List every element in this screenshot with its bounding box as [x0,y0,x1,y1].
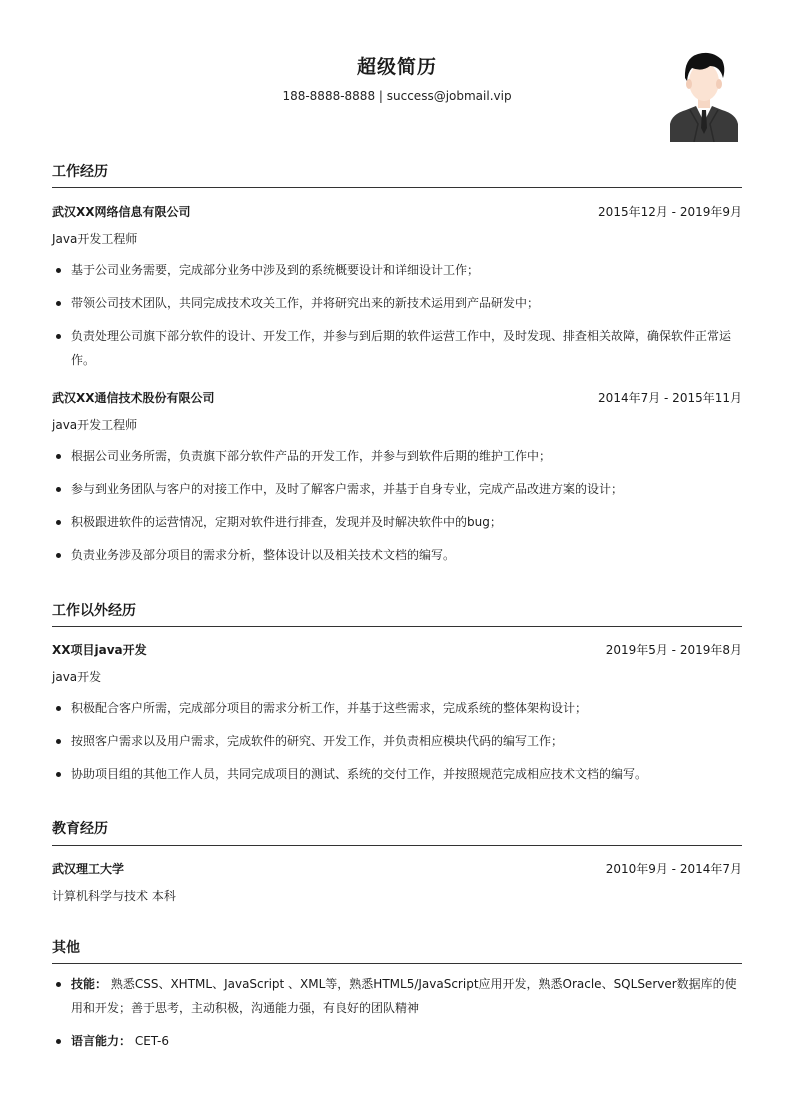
section-title-work: 工作经历 [52,164,108,180]
project-bullets [52,696,742,795]
language-label: 语言能力： [71,1034,132,1048]
skills-text: 熟悉CSS、XHTML、JavaScript 、XML等，熟悉HTML5/JavaScript应用开发，熟悉Oracle、SQLServer数据库的使用和开发；善于思考，主动积极，沟通能力强，有良好的团队精神 [71,977,737,1015]
list-item: 基于公司业务需要，完成部分业务中涉及到的系统概要设计和详细设计工作； [52,258,742,282]
list-item: 带领公司技术团队，共同完成技术攻关工作，并将研究出来的新技术运用到产品研发中； [52,291,742,315]
job-role: Java开发工程师 [52,232,138,246]
list-item: 积极配合客户所需，完成部分项目的需求分析工作，并基于这些需求，完成系统的整体架构设计； [52,696,742,720]
avatar [668,48,740,142]
list-item: 根据公司业务所需，负责旗下部分软件产品的开发工作，并参与到软件后期的维护工作中； [52,444,742,468]
job-date: 2015年12月 - 2019年9月 [598,205,742,219]
list-item: 负责业务涉及部分项目的需求分析，整体设计以及相关技术文档的编写。 [52,543,742,567]
section-title-education: 教育经历 [52,821,108,837]
project-role: java开发 [52,670,102,684]
section-title-other: 其他 [52,940,80,956]
job-company: 武汉XX网络信息有限公司 [52,205,191,219]
contact-info: 188-8888-8888 | success@jobmail.vip [282,89,512,103]
resume-header [0,0,794,150]
project-name: XX项目java开发 [52,643,147,657]
list-item: 协助项目组的其他工作人员，共同完成项目的测试、系统的交付工作，并按照规范完成相应技术文档的编写。 [52,762,742,786]
job-bullets [52,258,742,381]
language-text: CET-6 [134,1034,169,1048]
other-bullets [52,972,742,1062]
skills-label: 技能： [71,977,108,991]
school-name: 武汉理工大学 [52,862,125,876]
project-date: 2019年5月 - 2019年8月 [605,643,742,657]
section-divider [52,845,742,846]
job-role: java开发工程师 [52,418,138,432]
list-item [52,972,742,1020]
list-item: 积极跟进软件的运营情况，定期对软件进行排查，发现并及时解决软件中的bug； [52,510,742,534]
job-bullets [52,444,742,576]
list-item: 负责处理公司旗下部分软件的设计、开发工作，并参与到后期的软件运营工作中，及时发现、排查相关故障，确保软件正常运作。 [52,324,742,372]
section-divider [52,626,742,627]
section-divider [52,187,742,188]
education-major: 计算机科学与技术 本科 [52,889,176,903]
resume-name: 超级简历 [356,56,437,78]
education-date: 2010年9月 - 2014年7月 [605,862,742,876]
job-date: 2014年7月 - 2015年11月 [598,391,742,405]
job-company: 武汉XX通信技术股份有限公司 [52,391,215,405]
list-item [52,1029,742,1053]
section-divider [52,963,742,964]
list-item: 按照客户需求以及用户需求，完成软件的研究、开发工作，并负责相应模块代码的编写工作； [52,729,742,753]
list-item: 参与到业务团队与客户的对接工作中，及时了解客户需求，并基于自身专业，完成产品改进方案的设计； [52,477,742,501]
section-title-extra: 工作以外经历 [52,603,136,619]
